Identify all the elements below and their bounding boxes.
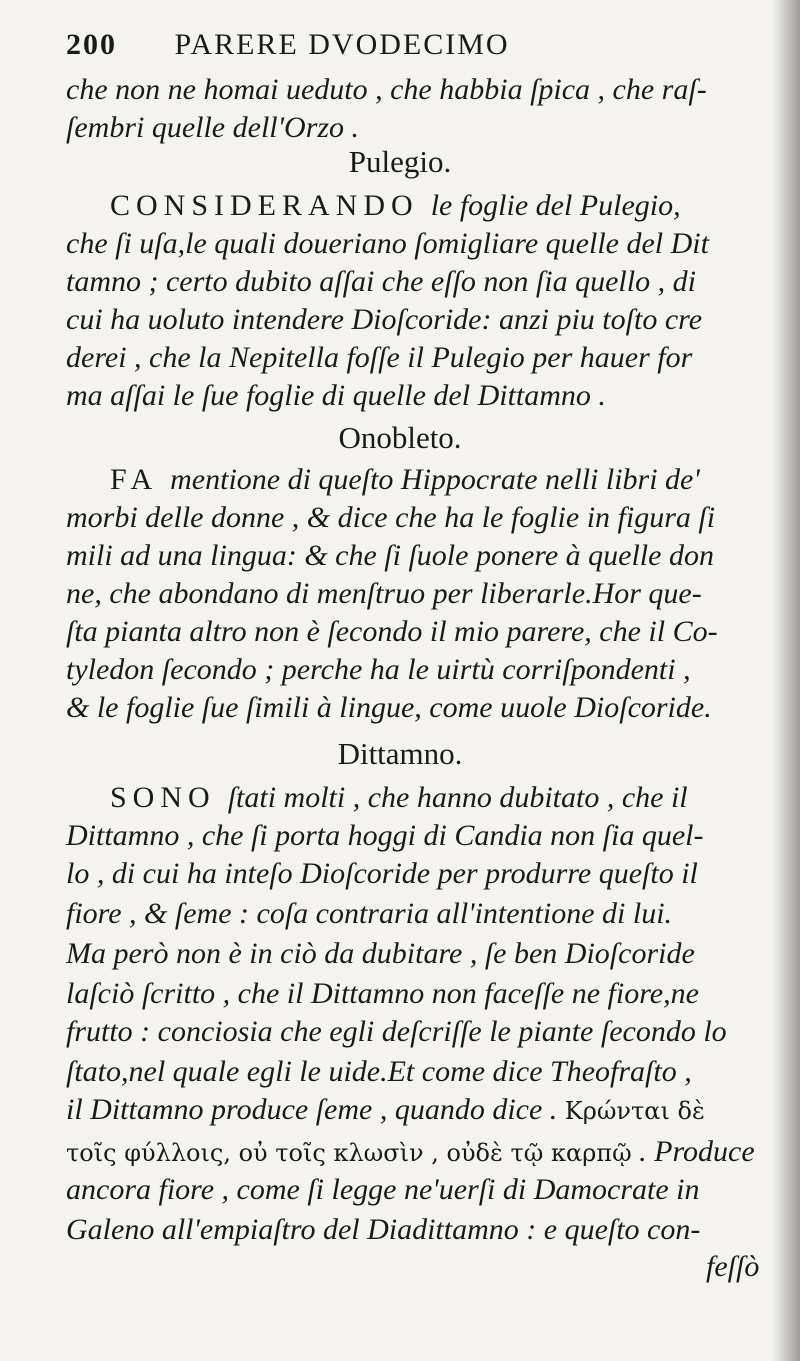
text-line: che ſi uſa,le quali doueriano ſomigliare quelle del Dit	[66, 227, 709, 260]
greek-quote: Κρώνται δὲ	[564, 1097, 705, 1125]
running-title: PARERE DVODECIMO	[174, 28, 510, 61]
lead-word: CONSIDERANDO	[110, 189, 419, 222]
text-line: FA mentione di queſto Hippocrate nelli libri de'	[110, 463, 700, 496]
text-line: ne, che abondano di menſtruo per liberarle.Hor que-	[66, 577, 702, 610]
text-line: CONSIDERANDO le foglie del Pulegio,	[110, 189, 681, 222]
text-line: tyledon ſecondo ; perche ha le uirtù corriſpondenti ,	[66, 653, 691, 686]
text-line: che non ne homai ueduto , che habbia ſpica , che raſ-	[66, 73, 707, 106]
text-line: Dittamno , che ſi porta hoggi di Candia non ſia quel-	[66, 819, 704, 852]
running-header	[66, 28, 766, 62]
text-line: tamno ; certo dubito aſſai che eſſo non ſia quello , di	[66, 265, 696, 298]
text-line: τοῖς φύλλοις, οὐ τοῖς κλωσὶν , οὐδὲ τῷ καρπῷ . Produce	[66, 1135, 755, 1168]
text-line: ſtato,nel quale egli le uide.Et come dice Theofraſto ,	[66, 1055, 692, 1088]
section-title: Onobleto.	[338, 420, 462, 455]
text-line: ſta pianta altro non è ſecondo il mio parere, che il Co-	[66, 615, 718, 648]
text-line: cui ha uoluto intendere Dioſcoride: anzi piu toſto cre	[66, 303, 703, 336]
text-line: SONO ſtati molti , che hanno dubitato , che il	[110, 781, 688, 814]
text-line: derei , che la Nepitella foſſe il Pulegio per hauer for	[66, 341, 693, 374]
text-line: ancora fiore , come ſi legge ne'uerſi di Damocrate in	[66, 1173, 700, 1206]
lead-word: FA	[110, 463, 159, 496]
text-line: lo , di cui ha inteſo Dioſcoride per produrre queſto il	[66, 857, 698, 890]
text-line: fiore , & ſeme : coſa contraria all'intentione di lui.	[66, 897, 673, 930]
page-edge-shadow	[772, 0, 800, 1361]
section-title: Dittamno.	[337, 736, 463, 771]
text-line: Galeno all'empiaſtro del Diadittamno : e queſto con-	[66, 1213, 701, 1246]
text-line: ma aſſai le ſue foglie di quelle del Dittamno .	[66, 379, 606, 412]
lead-word: SONO	[110, 781, 216, 814]
text-line: mili ad una lingua: & che ſi ſuole ponere à quelle don	[66, 539, 714, 572]
text-line: ſembri quelle dell'Orzo .	[66, 111, 360, 144]
text-line: Ma però non è in ciò da dubitare , ſe ben Dioſcoride	[66, 937, 695, 970]
greek-quote: τοῖς φύλλοις, οὐ τοῖς κλωσὶν , οὐδὲ τῷ καρπῷ	[66, 1139, 632, 1167]
text-line: morbi delle donne , & dice che ha le foglie in figura ſi	[66, 501, 716, 534]
text-line: laſciò ſcritto , che il Dittamno non faceſſe ne fiore,ne	[66, 977, 699, 1010]
text-line: il Dittamno produce ſeme , quando dice . Κρώνται δὲ	[66, 1093, 705, 1126]
catchword: feſſò	[706, 1250, 760, 1283]
text-line: & le foglie ſue ſimili à lingue, come uuole Dioſcoride.	[66, 691, 712, 724]
page-number: 200	[66, 28, 117, 61]
text-line: frutto : conciosia che egli deſcriſſe le piante ſecondo lo	[66, 1015, 727, 1048]
section-title: Pulegio.	[348, 144, 452, 179]
